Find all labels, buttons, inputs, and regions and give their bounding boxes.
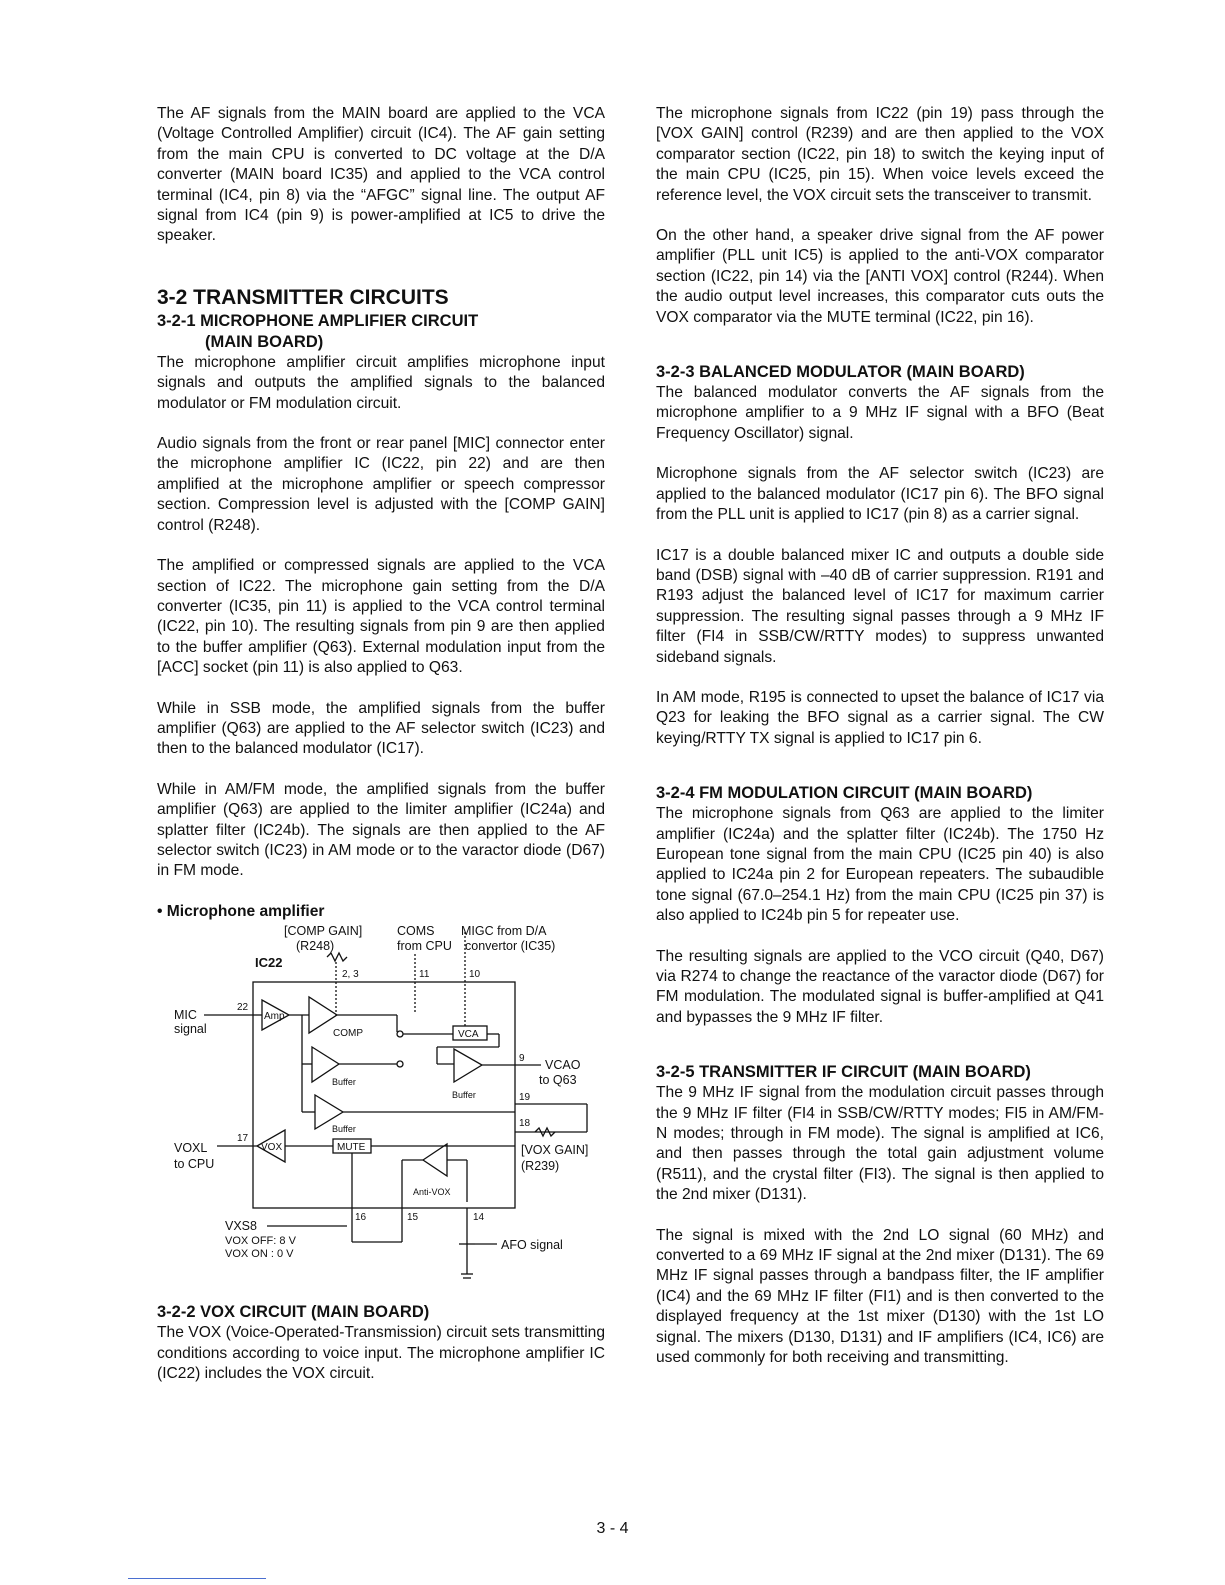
label-pin-15: 15 xyxy=(407,1212,419,1224)
label-buffer-1: Buffer xyxy=(332,1077,356,1088)
label-mute: MUTE xyxy=(337,1142,366,1154)
label-vcao: VCAO xyxy=(545,1058,581,1073)
paragraph: The signal is mixed with the 2nd LO signal (60 MHz) and converted to a 69 MHz IF signal at the 2nd mixer (D131). The 69 MHz IF signal passes through a bandpass filter, the IF amplifier (IC4) and the 69 MHz IF filter (FI1) and is then converted to the displayed frequency at the 1st mixer (D130) with the 1st LO signal. The mixers (D130, D131) and IF amplifiers (IC4, IC6) are used commonly for both receiving and transmitting. xyxy=(656,1226,1104,1367)
label-vox: VOX xyxy=(261,1142,283,1154)
right-column xyxy=(656,104,1104,1389)
label-vox-on: VOX ON : 0 V xyxy=(225,1248,294,1261)
paragraph: While in SSB mode, the amplified signals from the buffer amplifier (Q63) are applied to the AF selector switch (IC23) and then to the balanced modulator (IC17). xyxy=(157,699,605,758)
label-coms: COMS xyxy=(397,924,435,939)
label-from-cpu: from CPU xyxy=(397,939,452,954)
bottom-rule xyxy=(128,1578,266,1579)
label-buffer-2: Buffer xyxy=(452,1090,476,1101)
label-mic-signal: signal xyxy=(174,1022,207,1037)
label-comp-gain: [COMP GAIN] xyxy=(284,924,363,939)
label-anti-vox: Anti-VOX xyxy=(413,1187,451,1198)
label-vox-gain: [VOX GAIN] xyxy=(521,1143,589,1158)
paragraph: The 9 MHz IF signal from the modulation circuit passes through the 9 MHz IF filter (FI4 in SSB/CW/RTTY modes; FI5 in AM/FM-N modes; through in FM mode). The signal is amplified at IC6, and then passes through the total gain adjustment volume (R511), and the crystal filter (FI3). The signal is then applied to the 2nd mixer (D131). xyxy=(656,1084,1104,1204)
diagram-caption: • Microphone amplifier xyxy=(157,902,325,920)
subsection-title: 3-2-3 BALANCED MODULATOR (MAIN BOARD) xyxy=(656,363,1025,382)
paragraph: The microphone signals from IC22 (pin 19) pass through the [VOX GAIN] control (R239) and are then applied to the VOX comparator section (IC22, pin 18) to switch the keying input of the main CPU (IC25, pin 15). When voice levels exceed the reference level, the VOX circuit sets the transceiver to transmit. xyxy=(656,105,1104,204)
paragraph: The resulting signals are applied to the VCO circuit (Q40, D67) via R274 to change the reactance of the varactor diode (D67) for FM modulation. The modulated signal is buffer-amplified at Q41 and bypasses the 9 MHz IF filter. xyxy=(656,947,1104,1026)
label-convertor: convertor (IC35) xyxy=(465,939,556,954)
paragraph: The amplified or compressed signals are applied to the VCA section of IC22. The microphone gain setting from the D/A converter (IC35, pin 11) is applied to the VCA control terminal (IC22, pin 10). The resulting signals from pin 9 are then applied to the buffer amplifier (Q63). External modulation input from the [ACC] socket (pin 11) is also applied to Q63. xyxy=(157,557,605,677)
label-pin-17: 17 xyxy=(237,1133,249,1145)
label-to-q63: to Q63 xyxy=(539,1073,577,1088)
subsection-title: 3-2-5 TRANSMITTER IF CIRCUIT (MAIN BOARD) xyxy=(656,1063,1031,1082)
label-pin-16: 16 xyxy=(355,1212,367,1224)
label-vox-off: VOX OFF: 8 V xyxy=(225,1235,296,1248)
page-number: 3 - 4 xyxy=(596,1520,629,1537)
paragraph: The microphone signals from Q63 are applied to the limiter amplifier (IC24a) and the splatter filter (IC24b). The 1750 Hz European tone signal from the main CPU (IC25 pin 40) is also applied to IC24a pin 2 for European repeaters. The subaudible tone signal (67.0–254.1 Hz) from the main CPU (IC25 pin 37) is also applied to IC24b pin 5 for repeater use. xyxy=(656,805,1104,925)
label-pin-10: 10 xyxy=(469,969,481,981)
label-voxl: VOXL xyxy=(174,1141,208,1156)
label-r248: (R248) xyxy=(296,939,335,954)
paragraph: The microphone amplifier circuit amplifies microphone input signals and outputs the amplified signals to the balanced modulator or FM modulation circuit. xyxy=(157,353,605,412)
label-buffer-3: Buffer xyxy=(332,1124,356,1135)
subsection-title: 3-2-4 FM MODULATION CIRCUIT (MAIN BOARD) xyxy=(656,784,1033,803)
label-pin-2-3: 2, 3 xyxy=(342,969,359,981)
label-pin-22: 22 xyxy=(237,1002,249,1014)
label-afo: AFO signal xyxy=(501,1238,563,1253)
label-to-cpu: to CPU xyxy=(174,1157,215,1172)
subsection-title-board: (MAIN BOARD) xyxy=(205,332,324,351)
label-r239: (R239) xyxy=(521,1159,560,1174)
label-migc: MIGC from D/A xyxy=(461,924,547,939)
label-pin-14: 14 xyxy=(473,1212,485,1224)
microphone-amplifier-diagram xyxy=(157,922,605,1292)
paragraph: The AF signals from the MAIN board are applied to the VCA (Voltage Controlled Amplifier) circuit (IC4). The AF gain setting from the main CPU is converted to DC voltage at the D/A converter (MAIN board IC35) and applied to the VCA control terminal (IC4, pin 8) via the “AFGC” signal line. The output AF signal from IC4 (pin 9) is power-amplified at IC5 to drive the speaker. xyxy=(157,105,605,245)
subsection-title: 3-2-1 MICROPHONE AMPLIFIER CIRCUIT xyxy=(157,311,479,330)
label-mic: MIC xyxy=(174,1008,197,1023)
paragraph: The balanced modulator converts the AF signals from the microphone amplifier to a 9 MHz IF signal with a BFO (Beat Frequency Oscillator) signal. xyxy=(656,384,1104,442)
paragraph: Microphone signals from the AF selector switch (IC23) are applied to the balanced modulator (IC17 pin 6). The BFO signal from the PLL unit is applied to IC17 (pin 8) as a carrier signal. xyxy=(656,465,1104,524)
paragraph: Audio signals from the front or rear panel [MIC] connector enter the microphone amplifier IC (IC22, pin 22) and are then amplified at the microphone amplifier or speech compressor section. Compression level is adjusted with the [COMP GAIN] control (R248). xyxy=(157,435,605,534)
label-pin-19: 19 xyxy=(519,1092,531,1104)
label-amp: Amp xyxy=(264,1011,285,1023)
label-pin-18: 18 xyxy=(519,1118,531,1130)
label-comp: COMP xyxy=(333,1028,363,1040)
label-pin-9: 9 xyxy=(519,1053,525,1065)
paragraph: The VOX (Voice-Operated-Transmission) circuit sets transmitting conditions according to voice input. The microphone amplifier IC (IC22) includes the VOX circuit. xyxy=(157,1324,605,1382)
section-title: 3-2 TRANSMITTER CIRCUITS xyxy=(157,285,449,309)
label-pin-11: 11 xyxy=(419,969,430,981)
paragraph: In AM mode, R195 is connected to upset the balance of IC17 via Q23 for leaking the BFO signal as a carrier signal. The CW keying/RTTY TX signal is applied to IC17 pin 6. xyxy=(656,688,1104,747)
label-vca: VCA xyxy=(458,1029,479,1041)
paragraph: While in AM/FM mode, the amplified signals from the buffer amplifier (Q63) are applied to the limiter amplifier (IC24a) and splatter filter (IC24b). The signals are then applied to the AF selector switch (IC23) in AM mode or to the varactor diode (D67) in FM mode. xyxy=(157,780,605,880)
label-ic22: IC22 xyxy=(255,955,283,971)
paragraph: On the other hand, a speaker drive signal from the AF power amplifier (PLL unit IC5) is applied to the anti-VOX comparator section (IC22, pin 14) via the [ANTI VOX] control (R244). When the audio output level increases, this comparator cuts outs the VOX comparator via the MUTE terminal (IC22, pin 16). xyxy=(656,227,1104,326)
label-vxs8: VXS8 xyxy=(225,1219,257,1234)
left-column xyxy=(157,104,605,1404)
subsection-title: 3-2-2 VOX CIRCUIT (MAIN BOARD) xyxy=(157,1303,430,1322)
paragraph: IC17 is a double balanced mixer IC and outputs a double side band (DSB) signal with –40 dB of carrier suppression. R191 and R193 adjust the balanced level of IC17 for maximum carrier suppression. The resulting signal passes through a 9 MHz IF filter (FI4 in SSB/CW/RTTY modes) to suppress unwanted sideband signals. xyxy=(656,546,1104,666)
